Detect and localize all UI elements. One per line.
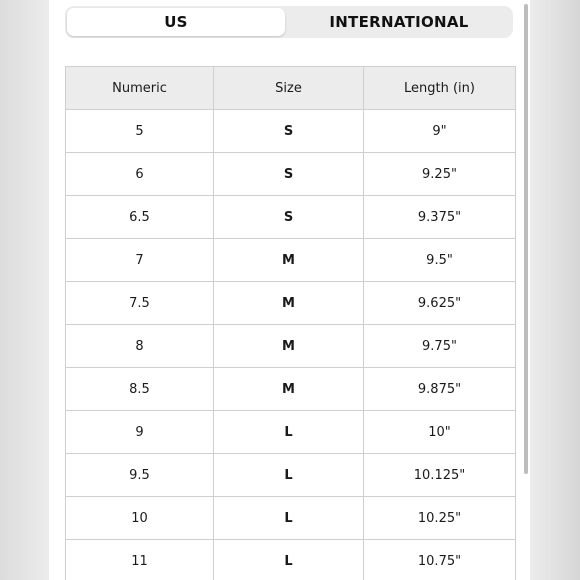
cell-length: 9" <box>364 110 516 153</box>
table-row <box>66 497 516 540</box>
size-chart-sheet <box>49 0 530 580</box>
cell-numeric: 8 <box>66 325 214 368</box>
table-row <box>66 411 516 454</box>
cell-numeric: 6 <box>66 153 214 196</box>
table-row <box>66 540 516 580</box>
cell-length: 10.125" <box>364 454 516 497</box>
region-toggle <box>65 6 513 38</box>
cell-size: M <box>214 368 364 411</box>
cell-length: 9.875" <box>364 368 516 411</box>
header-length: Length (in) <box>364 67 516 110</box>
background-right <box>530 0 580 580</box>
tab-us[interactable]: US <box>67 8 285 36</box>
table-row <box>66 110 516 153</box>
header-size: Size <box>214 67 364 110</box>
cell-size: L <box>214 411 364 454</box>
size-table-container <box>65 66 515 580</box>
cell-numeric: 9.5 <box>66 454 214 497</box>
table-row <box>66 325 516 368</box>
table-row <box>66 282 516 325</box>
cell-size: L <box>214 454 364 497</box>
cell-numeric: 6.5 <box>66 196 214 239</box>
table-row <box>66 368 516 411</box>
cell-size: L <box>214 497 364 540</box>
cell-numeric: 10 <box>66 497 214 540</box>
cell-length: 10.25" <box>364 497 516 540</box>
tab-international[interactable]: INTERNATIONAL <box>329 13 469 31</box>
table-row <box>66 454 516 497</box>
cell-size: S <box>214 196 364 239</box>
background-left <box>0 0 49 580</box>
cell-length: 9.625" <box>364 282 516 325</box>
cell-length: 9.25" <box>364 153 516 196</box>
scrollbar[interactable] <box>524 4 528 474</box>
cell-size: M <box>214 282 364 325</box>
table-row <box>66 196 516 239</box>
cell-size: S <box>214 153 364 196</box>
cell-length: 9.375" <box>364 196 516 239</box>
cell-size: M <box>214 239 364 282</box>
table-row <box>66 239 516 282</box>
cell-numeric: 7.5 <box>66 282 214 325</box>
cell-length: 10" <box>364 411 516 454</box>
cell-length: 9.75" <box>364 325 516 368</box>
cell-numeric: 11 <box>66 540 214 580</box>
cell-size: S <box>214 110 364 153</box>
table-header-row <box>66 67 516 110</box>
cell-numeric: 8.5 <box>66 368 214 411</box>
header-numeric: Numeric <box>66 67 214 110</box>
table-row <box>66 153 516 196</box>
size-table <box>65 66 516 580</box>
cell-numeric: 7 <box>66 239 214 282</box>
cell-size: L <box>214 540 364 580</box>
cell-numeric: 9 <box>66 411 214 454</box>
cell-length: 10.75" <box>364 540 516 580</box>
cell-length: 9.5" <box>364 239 516 282</box>
cell-numeric: 5 <box>66 110 214 153</box>
cell-size: M <box>214 325 364 368</box>
